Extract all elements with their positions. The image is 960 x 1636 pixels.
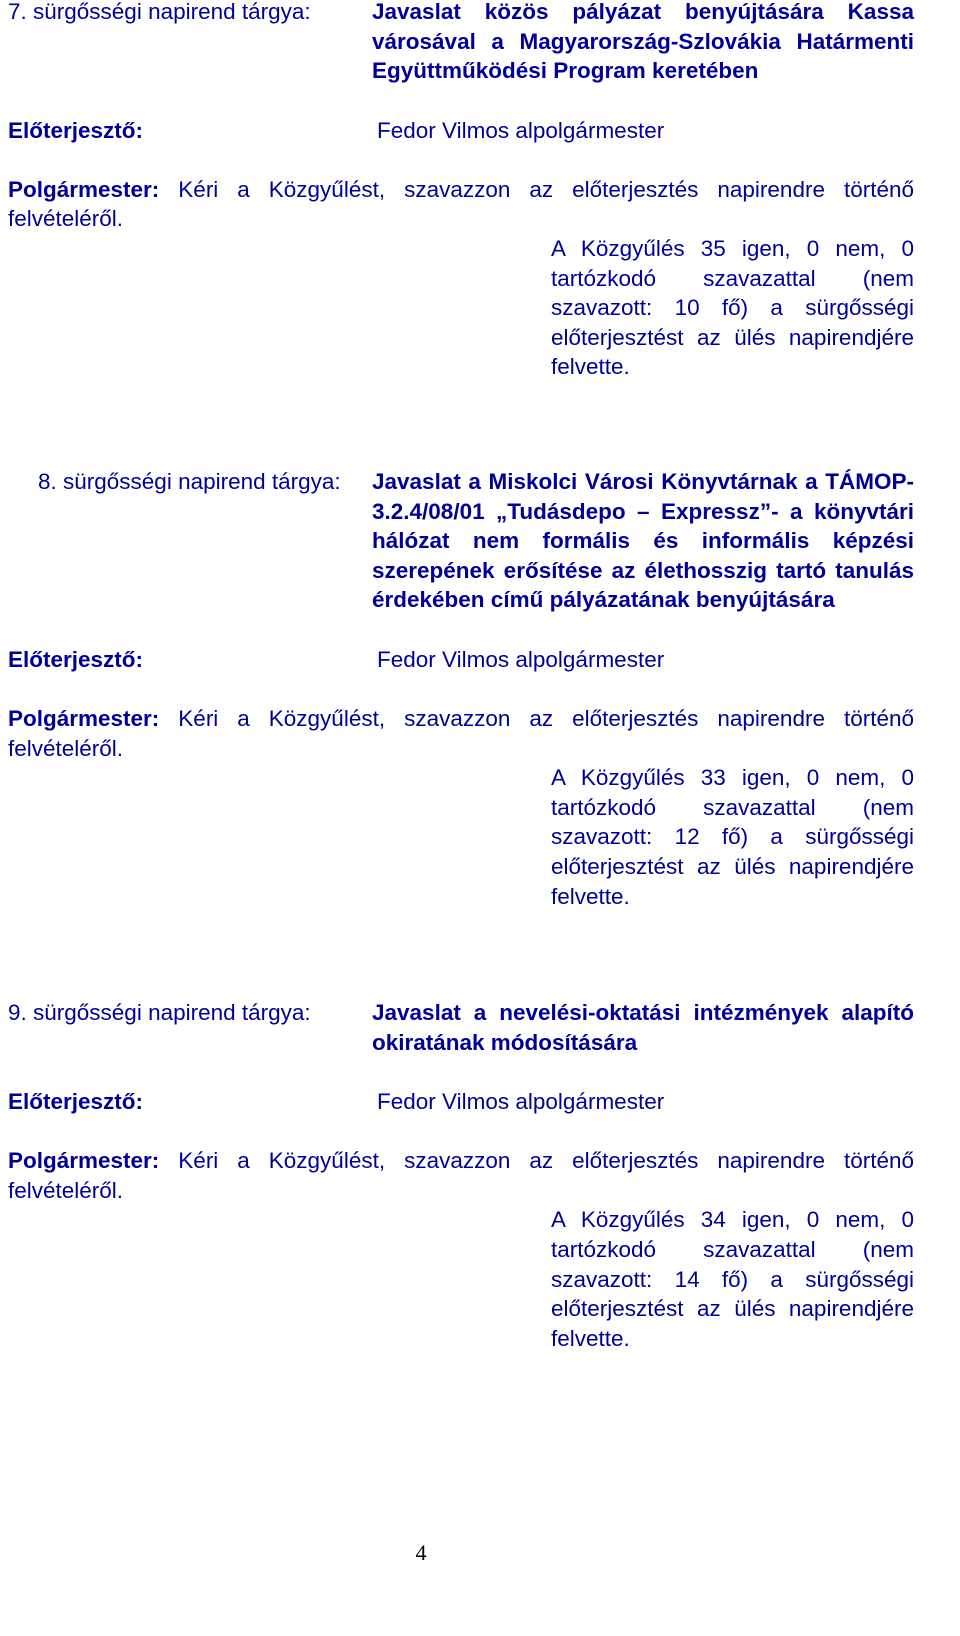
agenda-title: Javaslat közös pályázat benyújtására Kassa városával a Magyarország-Szlovákia Határmenti Együttműködési Program keretében [372, 0, 914, 84]
presenter-row [8, 116, 914, 146]
agenda-title: Javaslat a Miskolci Városi Könyvtárnak a TÁMOP-3.2.4/08/01 „Tudásdepo – Expressz”- a könyvtári hálózat nem formális és informális képzési szerepének erősítése az élethosszig tartó tanulás érdekében című pályázatának benyújtására [372, 469, 914, 613]
agenda-heading [8, 998, 914, 1057]
presenter-name: Fedor Vilmos alpolgármester [377, 117, 665, 143]
vote-decision: A Közgyűlés 35 igen, 0 nem, 0 tartózkodó szavazattal (nem szavazott: 10 fő) a sürgősségi előterjesztést az ülés napirendjére felvette. [551, 235, 914, 380]
presenter-row [8, 645, 914, 675]
presenter-label: Előterjesztő: [8, 646, 144, 672]
mayor-label: Polgármester: [8, 176, 160, 202]
mayor-text: Kéri a Közgyűlést, szavazzon az előterjesztés napirendre történő felvételéről. [8, 1148, 914, 1203]
presenter-label: Előterjesztő: [8, 117, 144, 143]
agenda-label: 9. sürgősségi napirend tárgya: [8, 1000, 311, 1025]
vote-decision: A Közgyűlés 34 igen, 0 nem, 0 tartózkodó szavazattal (nem szavazott: 14 fő) a sürgősségi előterjesztést az ülés napirendjére felvette. [551, 1207, 914, 1351]
agenda-heading [8, 467, 914, 615]
agenda-label: 8. sürgősségi napirend tárgya: [38, 469, 341, 494]
vote-decision: A Közgyűlés 33 igen, 0 nem, 0 tartózkodó szavazattal (nem szavazott: 12 fő) a sürgősségi előterjesztést az ülés napirendjére felvette. [551, 765, 914, 909]
presenter-row [8, 1087, 914, 1117]
agenda-section-8 [8, 467, 914, 911]
mayor-text: Kéri a Közgyűlést, szavazzon az előterjesztés napirendre történő felvételéről. [8, 176, 914, 232]
agenda-heading [8, 0, 914, 86]
mayor-label: Polgármester: [8, 705, 160, 731]
presenter-name: Fedor Vilmos alpolgármester [377, 1089, 665, 1115]
agenda-section-7 [8, 0, 914, 382]
presenter-name: Fedor Vilmos alpolgármester [377, 646, 665, 672]
agenda-section-9 [8, 998, 914, 1353]
presenter-label: Előterjesztő: [8, 1089, 144, 1115]
agenda-title: Javaslat a nevelési-oktatási intézmények alapító okiratának módosítására [372, 1000, 914, 1055]
mayor-request [8, 175, 914, 234]
mayor-request [8, 704, 914, 763]
mayor-text: Kéri a Közgyűlést, szavazzon az előterjesztés napirendre történő felvételéről. [8, 705, 914, 761]
mayor-request [8, 1146, 914, 1205]
page-number: 4 [415, 1540, 427, 1565]
agenda-label: 7. sürgősségi napirend tárgya: [8, 0, 311, 24]
mayor-label: Polgármester: [8, 1148, 160, 1174]
